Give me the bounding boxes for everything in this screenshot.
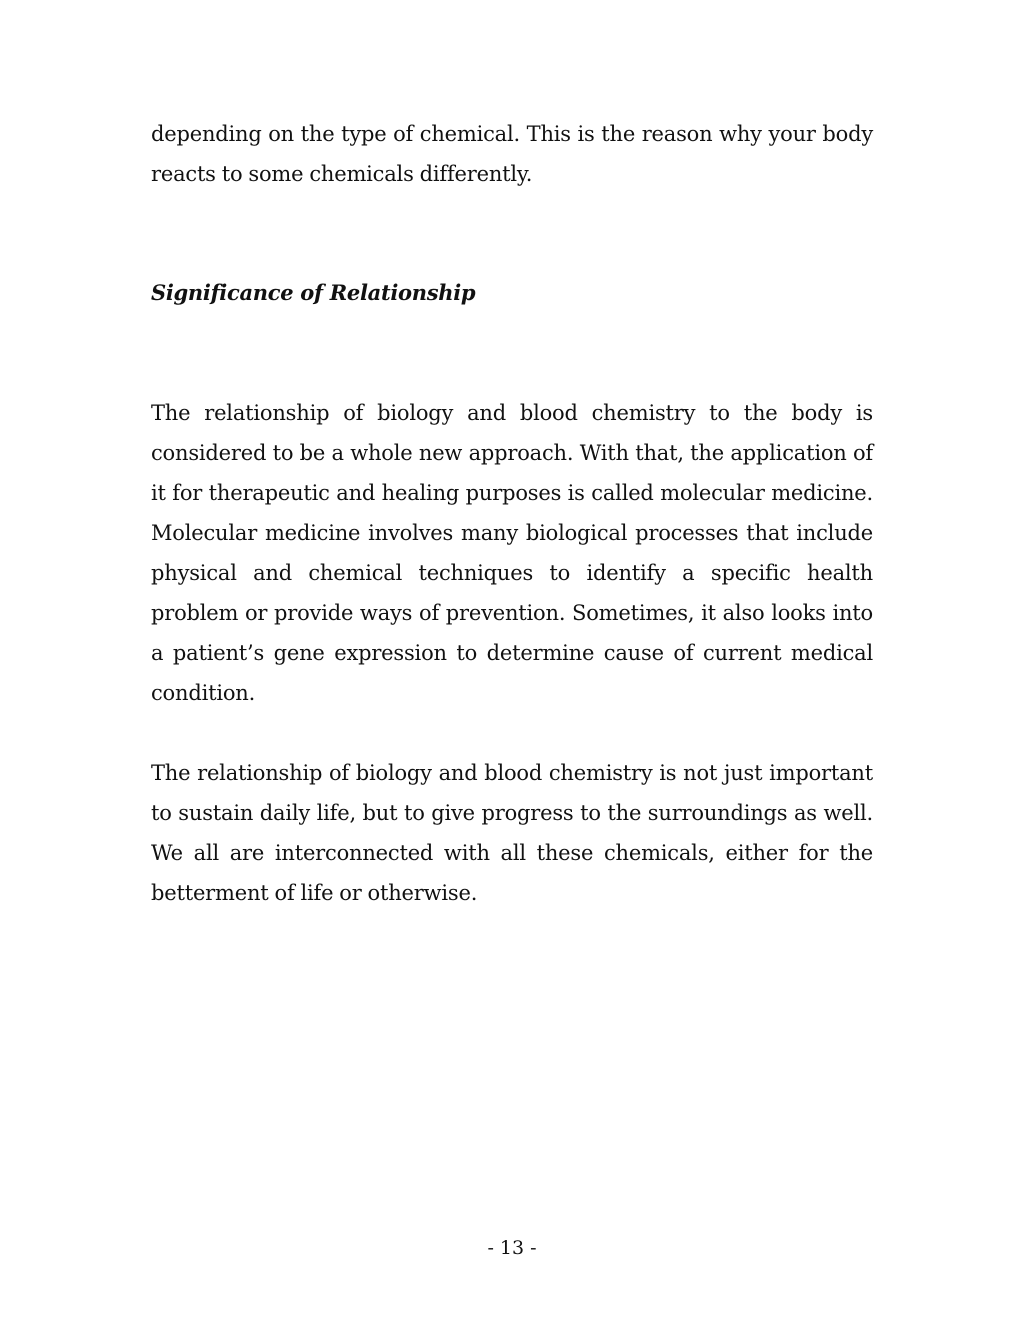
page-number: - 13 - bbox=[487, 1237, 537, 1259]
section-heading: Significance of Relationship bbox=[151, 280, 476, 305]
interconnected-paragraph: The relationship of biology and blood chemistry is not just important to sustain daily life, but to give progress to the surroundings as well. We all are interconnected with all these chemicals, either for the betterment of life or otherwise. bbox=[151, 761, 873, 905]
molecular-medicine-paragraph: The relationship of biology and blood chemistry to the body is considered to be a whole new approach. With that, the application of it for therapeutic and healing purposes is called molecular medicine. Molecular medicine involves many biological processes that include physical and chemical techniques to identify a specific health problem or provide ways of prevention. Sometimes, it also looks into a patient’s gene expression to determine cause of current medical condition. bbox=[151, 401, 873, 705]
intro-paragraph: depending on the type of chemical. This is the reason why your body reacts to some chemicals differently. bbox=[151, 122, 873, 186]
